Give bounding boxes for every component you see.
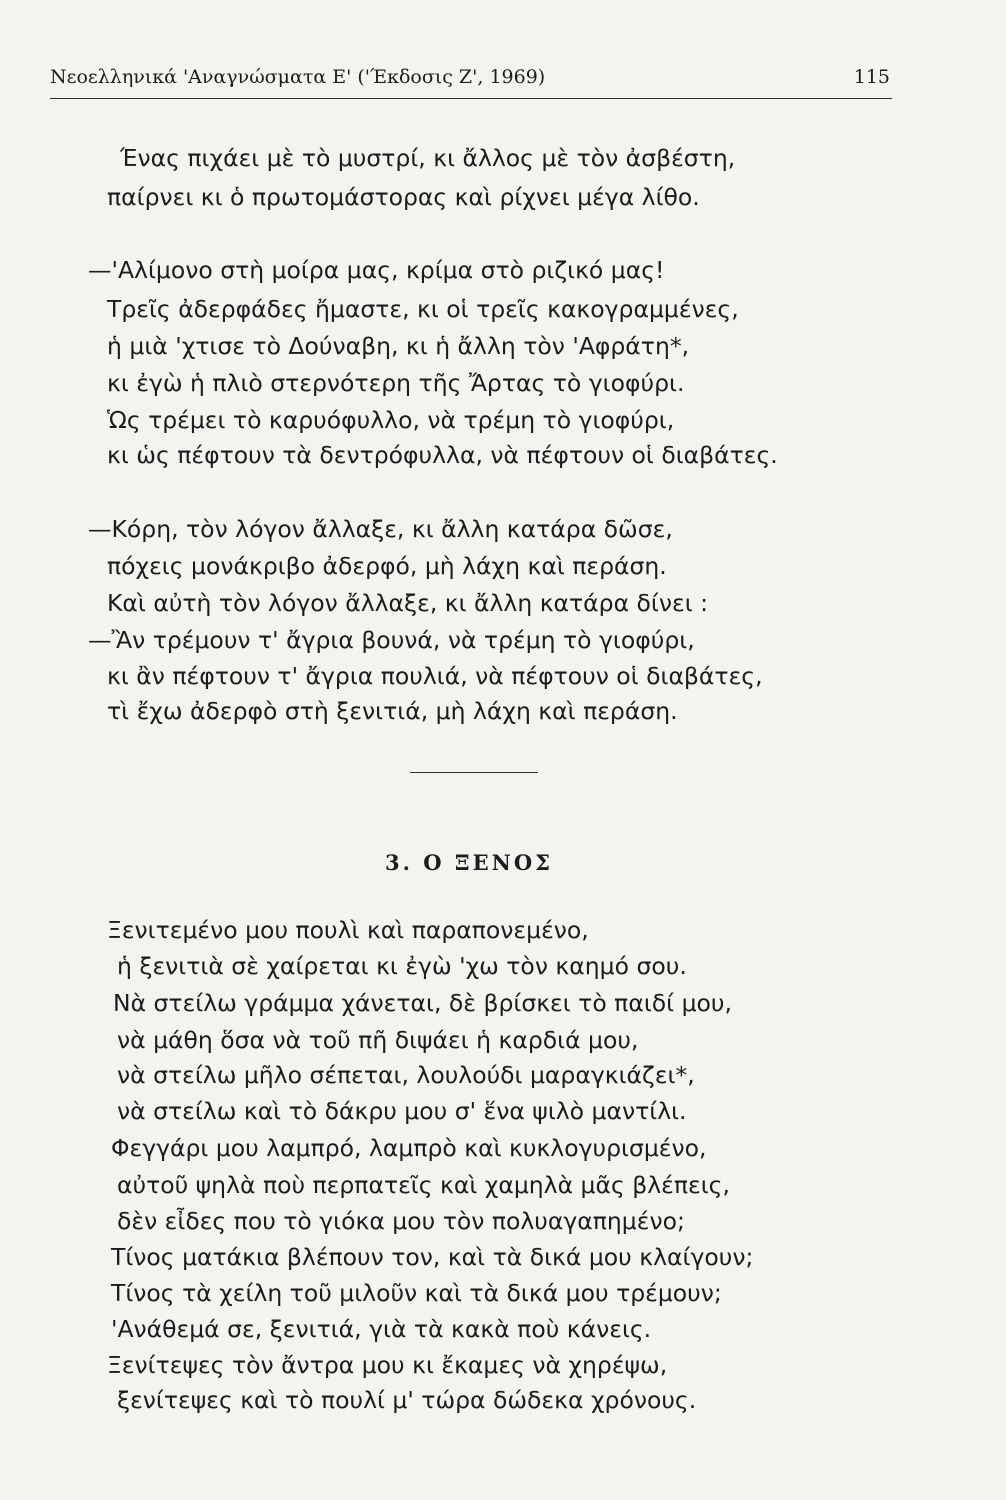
verse-line: νὰ μάθη ὅσα νὰ τοῦ πῆ διψάει ἡ καρδιά μου, (117, 1026, 639, 1054)
verse-line: —Κόρη, τὸν λόγον ἄλλαξε, κι ἄλλη κατάρα δῶσε, (88, 515, 673, 543)
verse-line: 'Ανάθεμά σε, ξενιτιά, γιὰ τὰ κακὰ ποὺ κάνεις. (111, 1315, 652, 1343)
verse-line: Ξενίτεψες τὸν ἄντρα μου κι ἔκαμες νὰ χηρέψω, (107, 1351, 668, 1379)
verse-line: Ξενιτεμένο μου πουλὶ καὶ παραπονεμένο, (107, 916, 589, 944)
verse-line: πόχεις μονάκριβο ἀδερφό, μὴ λάχη καὶ περάση. (107, 552, 667, 580)
verse-line: Νὰ στείλω γράμμα χάνεται, δὲ βρίσκει τὸ παιδί μου, (113, 989, 732, 1017)
header-title: Νεοελληνικά 'Αναγνώσματα Ε' ('Έκδοσις Ζ', 1969) (50, 66, 546, 88)
verse-line: Ὡς τρέμει τὸ καρυόφυλλο, νὰ τρέμη τὸ γιοφύρι, (107, 406, 675, 434)
verse-line: τὶ ἔχω ἀδερφὸ στὴ ξενιτιά, μὴ λάχη καὶ περάση. (107, 697, 678, 725)
verse-line: νὰ στείλω καὶ τὸ δάκρυ μου σ' ἕνα ψιλὸ μαντίλι. (117, 1097, 687, 1125)
verse-line: —'Αλίμονο στὴ μοίρα μας, κρίμα στὸ ριζικό μας! (88, 256, 665, 284)
verse-line: νὰ στείλω μῆλο σέπεται, λουλούδι μαραγκιάζει*, (117, 1061, 695, 1089)
verse-line: κι ἐγὼ ἡ πλιὸ στερνότερη τῆς Ἄρτας τὸ γιοφύρι. (107, 369, 685, 397)
verse-line: Τρεῖς ἀδερφάδες ἤμαστε, κι οἱ τρεῖς κακογραμμένες, (107, 295, 739, 323)
verse-line: Ένας πιχάει μὲ τὸ μυστρί, κι ἄλλος μὲ τὸν ἀσβέστη, (120, 144, 736, 172)
verse-line: Τίνος ματάκια βλέπουν τον, καὶ τὰ δικά μου κλαίγουν; (111, 1243, 754, 1271)
header-rule (50, 98, 892, 99)
running-header (50, 60, 890, 100)
verse-line: αὐτοῦ ψηλὰ ποὺ περπατεῖς καὶ χαμηλὰ μᾶς βλέπεις, (117, 1171, 730, 1199)
section-title: 3. Ο ΞΕΝΟΣ (385, 850, 553, 875)
verse-line: κι ἂν πέφτουν τ' ἄγρια πουλιά, νὰ πέφτουν οἱ διαβάτες, (107, 662, 763, 690)
verse-line: Καὶ αὐτὴ τὸν λόγον ἄλλαξε, κι ἄλλη κατάρα δίνει : (107, 589, 709, 617)
section-divider (410, 772, 538, 773)
verse-line: —Ἂν τρέμουν τ' ἄγρια βουνά, νὰ τρέμη τὸ γιοφύρι, (88, 626, 695, 654)
page-number: 115 (853, 66, 890, 88)
verse-line: ξενίτεψες καὶ τὸ πουλί μ' τώρα δώδεκα χρόνους. (117, 1386, 697, 1414)
verse-line: κι ὡς πέφτουν τὰ δεντρόφυλλα, νὰ πέφτουν οἱ διαβάτες. (107, 441, 778, 469)
verse-line: δὲν εἶδες που τὸ γιόκα μου τὸν πολυαγαπημένο; (117, 1207, 685, 1235)
verse-line: Τίνος τὰ χείλη τοῦ μιλοῦν καὶ τὰ δικά μου τρέμουν; (111, 1279, 722, 1307)
verse-line: ἡ ξενιτιὰ σὲ χαίρεται κι ἐγὼ 'χω τὸν καημό σου. (117, 952, 687, 980)
verse-line: Φεγγάρι μου λαμπρό, λαμπρὸ καὶ κυκλογυρισμένο, (111, 1134, 707, 1162)
verse-line: παίρνει κι ὁ πρωτομάστορας καὶ ρίχνει μέγα λίθο. (107, 183, 700, 211)
verse-line: ἡ μιὰ 'χτισε τὸ Δούναβη, κι ἡ ἄλλη τὸν 'Αφράτη*, (107, 332, 690, 360)
